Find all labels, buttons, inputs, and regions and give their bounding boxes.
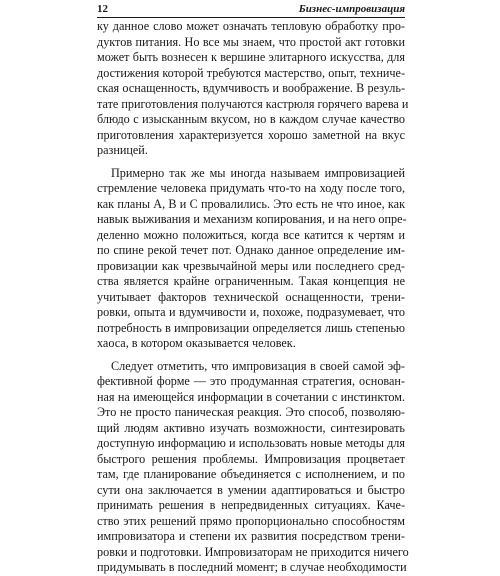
text-line: ство этих решений прямо пропорционально способностям — [97, 513, 405, 528]
text-line: ская оснащенность, вдумчивость и воображение. В резуль- — [97, 81, 405, 95]
running-head — [97, 2, 405, 16]
text-line: как планы А, В и С провалились. Это есть не что иное, как — [97, 196, 405, 211]
text-line: быстрого решения проблемы. Импровизация процветает — [97, 451, 405, 466]
text-line: может быть вознесен к вершине элитарного искусства, для — [97, 50, 405, 64]
text-line: импровизатора и степени их развития посредством трени- — [97, 529, 405, 543]
body-text — [97, 19, 409, 576]
running-title: Бизнес-импровизация — [298, 3, 405, 15]
text-line: ровки, опыта и вдумчивости и, похоже, подразумевает, что — [97, 305, 405, 319]
text-line: провизации как чрезвычайной меры или последнего сред- — [97, 258, 405, 273]
text-line: достижения которой требуются мастерство, опыт, техниче- — [97, 65, 405, 80]
text-line: навык выживания и механизм копирования, и на него опре- — [97, 212, 407, 226]
text-line: приготовления характеризуется хорошо заметной на вкус — [97, 127, 405, 142]
paragraph-1 — [97, 19, 409, 159]
text-line: разницей. — [97, 143, 148, 157]
text-line: там, где планирование объединяется с исполнением, и по — [97, 467, 405, 481]
text-line: сути она заключается в умении адаптироваться и быстро — [97, 482, 405, 497]
text-line: Следует отметить, что импровизация в своей самой эф- — [111, 358, 405, 373]
text-line: доступную информацию и использовать новые методы для — [97, 436, 405, 450]
text-line: хаоса, в котором оказывается человек. — [97, 336, 296, 350]
text-line: Примерно так же мы иногда называем импровизацией — [111, 165, 405, 180]
text-line: принимать решения в непредвиденных ситуациях. Каче- — [97, 498, 405, 512]
page-number: 12 — [97, 3, 108, 15]
paragraph-3 — [97, 358, 409, 576]
text-line: деленно можно положиться, когда все катится к чертям и — [97, 227, 405, 242]
text-line: придумывать в последний момент; в случае необходимости — [97, 560, 407, 574]
text-line: ства является крайне ограниченным. Такая концепция не — [97, 274, 405, 288]
text-line: блюдо с изысканным вкусом, но в каждом случае качество — [97, 112, 405, 126]
header-rule — [97, 17, 405, 18]
text-line: стремление человека придумать что-то на ходу после того, — [97, 181, 405, 195]
paragraph-2 — [97, 166, 405, 352]
text-line: ровки и подготовки. Импровизаторам не приходится ничего — [97, 544, 409, 559]
text-line: по спине рекой течет пот. Однако данное определение им- — [97, 243, 405, 257]
text-line: ку данное слово может означать тепловую обработку про- — [97, 19, 405, 33]
text-line: учитывает факторов технической оснащенности, трени- — [97, 289, 405, 304]
text-line: потребность в импровизации определяется лишь степенью — [97, 320, 405, 335]
text-line: фективной форме — это продуманная стратегия, основан- — [97, 374, 405, 388]
text-line: щий людям активно изучать возможности, синтезировать — [97, 420, 405, 435]
text-line: дуктов питания. Но все мы знаем, что простой акт готовки — [97, 34, 405, 49]
text-line: Это не просто паническая реакция. Это способ, позволяю- — [97, 405, 405, 419]
text-line: тате приготовления получаются кастрюля горячего варева и — [97, 96, 409, 111]
text-line: ная на имеющейся информации в сочетании с инстинктом. — [97, 389, 405, 404]
